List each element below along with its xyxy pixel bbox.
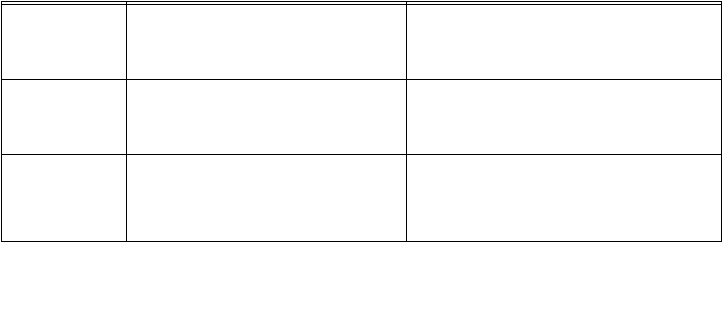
document-table [1, 1, 722, 242]
table-row [2, 80, 722, 155]
cell-line [411, 42, 717, 54]
cell-line [131, 117, 402, 129]
row-right-cell [407, 80, 722, 155]
cell-line [411, 18, 717, 30]
cell-line [131, 54, 402, 66]
cell-line [411, 30, 717, 42]
cell-line [411, 117, 717, 129]
cell-line [411, 192, 717, 204]
cell-line [131, 192, 402, 204]
row-right-cell [407, 5, 722, 80]
cell-line [131, 30, 402, 42]
row-label [2, 155, 127, 242]
cell-line [411, 81, 717, 93]
cell-line [131, 18, 402, 30]
cell-line [411, 129, 717, 141]
row-label [2, 80, 127, 155]
cell-line [131, 81, 402, 93]
cell-line [131, 180, 402, 192]
cell-line [131, 105, 402, 117]
table-row [2, 155, 722, 242]
cell-line [411, 66, 717, 78]
cell-line [131, 156, 402, 168]
table-body [2, 5, 722, 242]
row-middle-cell [127, 155, 407, 242]
cell-line [131, 93, 402, 105]
cell-line [411, 105, 717, 117]
cell-line [411, 156, 717, 168]
row-label [2, 5, 127, 80]
cell-line [131, 204, 402, 216]
table-row [2, 5, 722, 80]
row-middle-cell [127, 80, 407, 155]
cell-line [411, 54, 717, 66]
cell-line [131, 6, 402, 18]
cell-line [411, 180, 717, 192]
cell-line [131, 168, 402, 180]
cell-line [411, 93, 717, 105]
row-right-cell [407, 155, 722, 242]
cell-line [411, 141, 717, 153]
cell-line [411, 6, 717, 18]
cell-line [411, 228, 717, 240]
cell-line [131, 129, 402, 141]
cell-line [411, 216, 717, 228]
cell-line [131, 141, 402, 153]
cell-line [411, 204, 717, 216]
row-middle-cell [127, 5, 407, 80]
cell-line [131, 42, 402, 54]
cell-line [411, 168, 717, 180]
